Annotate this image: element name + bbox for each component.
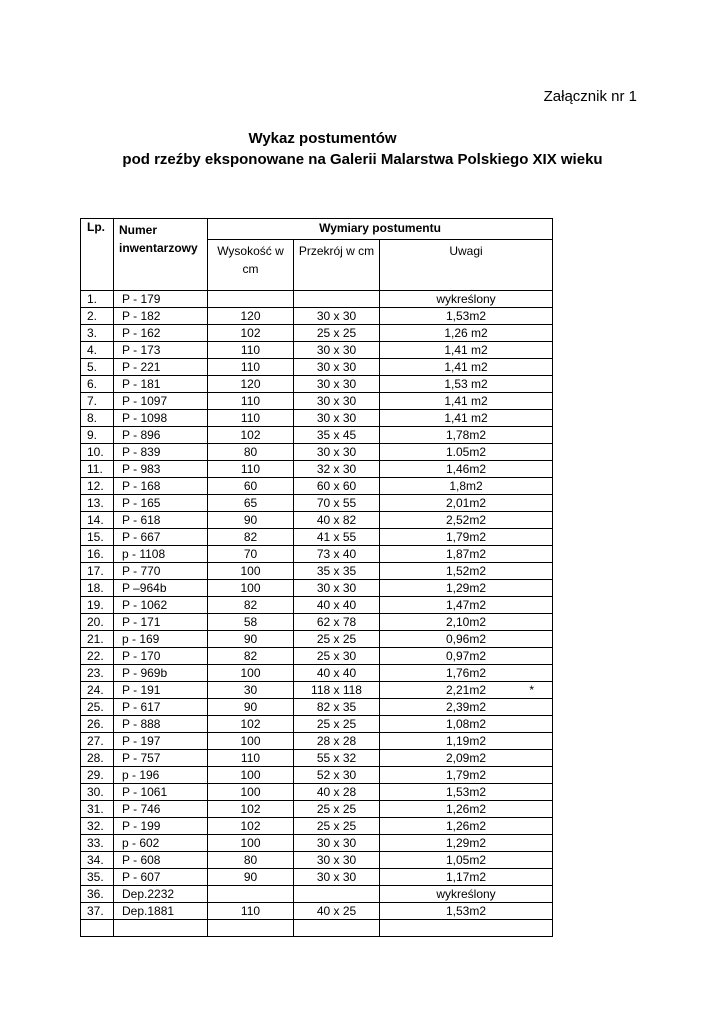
row-height: 110 bbox=[208, 903, 294, 920]
row-inventory-number: P - 607 bbox=[114, 869, 208, 886]
row-notes-text: 1,26m2 bbox=[445, 819, 487, 833]
row-cross-section: 28 x 28 bbox=[294, 733, 380, 750]
table-row bbox=[81, 393, 553, 410]
row-inventory-number: P - 197 bbox=[114, 733, 208, 750]
row-height: 110 bbox=[208, 461, 294, 478]
row-lp: 9. bbox=[81, 427, 114, 444]
row-height: 100 bbox=[208, 665, 294, 682]
annex-label: Załącznik nr 1 bbox=[543, 88, 637, 105]
table-row bbox=[81, 869, 553, 886]
row-notes bbox=[380, 478, 553, 495]
row-height: 90 bbox=[208, 699, 294, 716]
row-cross-section: 40 x 82 bbox=[294, 512, 380, 529]
row-notes-text: 2,21m2 bbox=[445, 683, 487, 697]
table-row bbox=[81, 699, 553, 716]
row-notes-text: 0,96m2 bbox=[445, 632, 487, 646]
row-mark: * bbox=[529, 683, 534, 697]
row-notes bbox=[380, 631, 553, 648]
row-notes-text: 2,39m2 bbox=[445, 700, 487, 714]
row-inventory-number: P - 617 bbox=[114, 699, 208, 716]
row-cross-section: 62 x 78 bbox=[294, 614, 380, 631]
row-inventory-number: Dep.1881 bbox=[114, 903, 208, 920]
row-cross-section: 52 x 30 bbox=[294, 767, 380, 784]
row-inventory-number: P - 1062 bbox=[114, 597, 208, 614]
row-height: 102 bbox=[208, 801, 294, 818]
row-notes-text: 1,19m2 bbox=[445, 734, 487, 748]
row-cross-section: 40 x 25 bbox=[294, 903, 380, 920]
table-row bbox=[81, 444, 553, 461]
row-notes bbox=[380, 444, 553, 461]
row-notes bbox=[380, 920, 553, 937]
row-lp: 23. bbox=[81, 665, 114, 682]
row-lp: 32. bbox=[81, 818, 114, 835]
row-inventory-number: P - 182 bbox=[114, 308, 208, 325]
row-lp: 17. bbox=[81, 563, 114, 580]
row-cross-section: 30 x 30 bbox=[294, 580, 380, 597]
table-row bbox=[81, 682, 553, 699]
row-height: 90 bbox=[208, 631, 294, 648]
table-row bbox=[81, 376, 553, 393]
row-notes bbox=[380, 716, 553, 733]
row-notes bbox=[380, 529, 553, 546]
row-inventory-number: P - 191 bbox=[114, 682, 208, 699]
row-notes-text: 1,53m2 bbox=[445, 785, 487, 799]
row-notes bbox=[380, 665, 553, 682]
row-lp: 25. bbox=[81, 699, 114, 716]
row-inventory-number: p - 169 bbox=[114, 631, 208, 648]
row-notes-text: wykreślony bbox=[436, 292, 496, 306]
row-height bbox=[208, 886, 294, 903]
row-lp: 28. bbox=[81, 750, 114, 767]
table-row bbox=[81, 801, 553, 818]
row-cross-section: 40 x 40 bbox=[294, 665, 380, 682]
row-cross-section: 25 x 25 bbox=[294, 801, 380, 818]
row-height: 110 bbox=[208, 342, 294, 359]
row-lp: 2. bbox=[81, 308, 114, 325]
row-notes bbox=[380, 291, 553, 308]
row-height: 60 bbox=[208, 478, 294, 495]
row-notes-text: 1,29m2 bbox=[445, 581, 487, 595]
row-notes-text: 1,53m2 bbox=[445, 309, 487, 323]
row-height: 80 bbox=[208, 852, 294, 869]
row-notes bbox=[380, 325, 553, 342]
row-inventory-number: P - 608 bbox=[114, 852, 208, 869]
table-row bbox=[81, 410, 553, 427]
row-notes-text: 2,10m2 bbox=[445, 615, 487, 629]
row-notes bbox=[380, 886, 553, 903]
row-cross-section bbox=[294, 920, 380, 937]
row-notes-text: 1.05m2 bbox=[445, 445, 487, 459]
row-inventory-number: P - 888 bbox=[114, 716, 208, 733]
table-row bbox=[81, 427, 553, 444]
table-row bbox=[81, 767, 553, 784]
row-cross-section: 30 x 30 bbox=[294, 342, 380, 359]
header-uwagi: Uwagi bbox=[380, 240, 553, 291]
row-height: 70 bbox=[208, 546, 294, 563]
row-notes-text: 1,41 m2 bbox=[444, 394, 488, 408]
row-lp: 3. bbox=[81, 325, 114, 342]
row-notes-text: 1,08m2 bbox=[445, 717, 487, 731]
row-notes-text: 1,47m2 bbox=[445, 598, 487, 612]
row-lp bbox=[81, 920, 114, 937]
row-height: 100 bbox=[208, 733, 294, 750]
row-lp: 11. bbox=[81, 461, 114, 478]
row-notes bbox=[380, 393, 553, 410]
page-subtitle: pod rzeźby eksponowane na Galerii Malarstwa Polskiego XIX wieku bbox=[122, 151, 603, 168]
row-notes-text: 1,78m2 bbox=[445, 428, 487, 442]
row-cross-section: 118 x 118 bbox=[294, 682, 380, 699]
row-notes bbox=[380, 546, 553, 563]
row-inventory-number: P - 165 bbox=[114, 495, 208, 512]
row-height: 82 bbox=[208, 597, 294, 614]
table-row bbox=[81, 529, 553, 546]
row-cross-section: 40 x 40 bbox=[294, 597, 380, 614]
table-row bbox=[81, 359, 553, 376]
row-notes bbox=[380, 359, 553, 376]
row-inventory-number: P - 983 bbox=[114, 461, 208, 478]
row-notes-text: 0,97m2 bbox=[445, 649, 487, 663]
table-row bbox=[81, 325, 553, 342]
row-lp: 31. bbox=[81, 801, 114, 818]
row-height: 65 bbox=[208, 495, 294, 512]
row-cross-section: 25 x 25 bbox=[294, 325, 380, 342]
row-cross-section: 30 x 30 bbox=[294, 376, 380, 393]
table-row bbox=[81, 631, 553, 648]
table-row bbox=[81, 563, 553, 580]
row-inventory-number: P - 162 bbox=[114, 325, 208, 342]
row-inventory-number: P - 969b bbox=[114, 665, 208, 682]
row-inventory-number: P - 746 bbox=[114, 801, 208, 818]
row-notes bbox=[380, 835, 553, 852]
row-lp: 27. bbox=[81, 733, 114, 750]
row-cross-section bbox=[294, 291, 380, 308]
header-wymiary: Wymiary postumentu bbox=[208, 219, 553, 240]
row-lp: 8. bbox=[81, 410, 114, 427]
row-lp: 1. bbox=[81, 291, 114, 308]
row-height: 80 bbox=[208, 444, 294, 461]
row-inventory-number bbox=[114, 920, 208, 937]
row-cross-section: 30 x 30 bbox=[294, 359, 380, 376]
row-height: 100 bbox=[208, 767, 294, 784]
row-cross-section: 25 x 30 bbox=[294, 648, 380, 665]
row-cross-section: 32 x 30 bbox=[294, 461, 380, 478]
row-height: 110 bbox=[208, 393, 294, 410]
row-notes-text: 1,46m2 bbox=[445, 462, 487, 476]
row-height: 100 bbox=[208, 580, 294, 597]
header-numer: Numer inwentarzowy bbox=[114, 219, 208, 291]
row-notes-text: 1,79m2 bbox=[445, 530, 487, 544]
row-inventory-number: P - 1097 bbox=[114, 393, 208, 410]
table-row bbox=[81, 495, 553, 512]
row-notes-text: 1,76m2 bbox=[445, 666, 487, 680]
row-inventory-number: Dep.2232 bbox=[114, 886, 208, 903]
row-notes-text: 1,52m2 bbox=[445, 564, 487, 578]
row-inventory-number: P - 221 bbox=[114, 359, 208, 376]
row-cross-section: 60 x 60 bbox=[294, 478, 380, 495]
table-row bbox=[81, 818, 553, 835]
row-lp: 37. bbox=[81, 903, 114, 920]
row-height: 100 bbox=[208, 784, 294, 801]
row-notes bbox=[380, 648, 553, 665]
row-cross-section: 70 x 55 bbox=[294, 495, 380, 512]
row-notes bbox=[380, 614, 553, 631]
row-inventory-number: P –964b bbox=[114, 580, 208, 597]
row-lp: 26. bbox=[81, 716, 114, 733]
row-notes-text: 1,29m2 bbox=[445, 836, 487, 850]
table-row bbox=[81, 750, 553, 767]
row-cross-section: 25 x 25 bbox=[294, 716, 380, 733]
row-notes bbox=[380, 376, 553, 393]
row-lp: 6. bbox=[81, 376, 114, 393]
row-lp: 15. bbox=[81, 529, 114, 546]
table-row bbox=[81, 478, 553, 495]
table-row bbox=[81, 852, 553, 869]
row-notes-text: 2,09m2 bbox=[445, 751, 487, 765]
row-cross-section: 30 x 30 bbox=[294, 444, 380, 461]
row-notes bbox=[380, 682, 553, 699]
row-notes-text: 1,26m2 bbox=[445, 802, 487, 816]
row-notes bbox=[380, 597, 553, 614]
row-notes bbox=[380, 852, 553, 869]
row-notes bbox=[380, 461, 553, 478]
row-cross-section: 35 x 45 bbox=[294, 427, 380, 444]
row-notes bbox=[380, 563, 553, 580]
row-cross-section: 30 x 30 bbox=[294, 410, 380, 427]
page-title: Wykaz postumentów bbox=[248, 130, 397, 147]
row-inventory-number: P - 168 bbox=[114, 478, 208, 495]
row-inventory-number: P - 199 bbox=[114, 818, 208, 835]
row-notes-text: 2,01m2 bbox=[445, 496, 487, 510]
table-row bbox=[81, 784, 553, 801]
row-cross-section: 55 x 32 bbox=[294, 750, 380, 767]
table-row bbox=[81, 920, 553, 937]
row-notes-text: 1,53 m2 bbox=[444, 377, 488, 391]
row-notes bbox=[380, 750, 553, 767]
row-notes-text: 1,87m2 bbox=[445, 547, 487, 561]
row-notes bbox=[380, 784, 553, 801]
row-cross-section: 41 x 55 bbox=[294, 529, 380, 546]
header-wysokosc: Wysokość w cm bbox=[208, 240, 294, 291]
row-inventory-number: P - 667 bbox=[114, 529, 208, 546]
row-height: 58 bbox=[208, 614, 294, 631]
row-notes bbox=[380, 733, 553, 750]
row-notes bbox=[380, 869, 553, 886]
row-cross-section: 25 x 25 bbox=[294, 631, 380, 648]
row-lp: 5. bbox=[81, 359, 114, 376]
row-lp: 19. bbox=[81, 597, 114, 614]
row-lp: 30. bbox=[81, 784, 114, 801]
row-lp: 35. bbox=[81, 869, 114, 886]
header-przekroj: Przekrój w cm bbox=[294, 240, 380, 291]
row-height: 82 bbox=[208, 529, 294, 546]
row-notes-text: 1,8m2 bbox=[449, 479, 483, 493]
table-row bbox=[81, 546, 553, 563]
row-lp: 12. bbox=[81, 478, 114, 495]
row-notes bbox=[380, 767, 553, 784]
row-notes bbox=[380, 903, 553, 920]
row-lp: 36. bbox=[81, 886, 114, 903]
row-notes bbox=[380, 410, 553, 427]
row-inventory-number: P - 179 bbox=[114, 291, 208, 308]
table-row bbox=[81, 342, 553, 359]
row-notes bbox=[380, 495, 553, 512]
row-inventory-number: p - 602 bbox=[114, 835, 208, 852]
row-notes bbox=[380, 512, 553, 529]
row-height: 110 bbox=[208, 750, 294, 767]
row-lp: 16. bbox=[81, 546, 114, 563]
table-row bbox=[81, 665, 553, 682]
row-inventory-number: P - 171 bbox=[114, 614, 208, 631]
table-row bbox=[81, 886, 553, 903]
row-notes-text: 1,17m2 bbox=[445, 870, 487, 884]
row-inventory-number: P - 181 bbox=[114, 376, 208, 393]
row-height: 100 bbox=[208, 835, 294, 852]
row-lp: 10. bbox=[81, 444, 114, 461]
table-row bbox=[81, 733, 553, 750]
row-notes-text: 1,26 m2 bbox=[444, 326, 488, 340]
row-inventory-number: P - 770 bbox=[114, 563, 208, 580]
row-height: 120 bbox=[208, 376, 294, 393]
row-height: 90 bbox=[208, 512, 294, 529]
table-row bbox=[81, 903, 553, 920]
row-lp: 18. bbox=[81, 580, 114, 597]
row-inventory-number: P - 1061 bbox=[114, 784, 208, 801]
row-cross-section: 35 x 35 bbox=[294, 563, 380, 580]
row-height bbox=[208, 920, 294, 937]
row-inventory-number: P - 896 bbox=[114, 427, 208, 444]
table-row bbox=[81, 512, 553, 529]
row-height: 110 bbox=[208, 410, 294, 427]
row-lp: 13. bbox=[81, 495, 114, 512]
row-lp: 22. bbox=[81, 648, 114, 665]
row-inventory-number: P - 1098 bbox=[114, 410, 208, 427]
row-notes-text: 1,53m2 bbox=[445, 904, 487, 918]
row-inventory-number: p - 1108 bbox=[114, 546, 208, 563]
table-row bbox=[81, 648, 553, 665]
row-cross-section: 30 x 30 bbox=[294, 869, 380, 886]
row-cross-section: 30 x 30 bbox=[294, 852, 380, 869]
row-notes bbox=[380, 342, 553, 359]
row-lp: 29. bbox=[81, 767, 114, 784]
row-inventory-number: P - 170 bbox=[114, 648, 208, 665]
table-row bbox=[81, 716, 553, 733]
pedestal-table bbox=[80, 218, 553, 937]
row-notes bbox=[380, 580, 553, 597]
row-height: 102 bbox=[208, 427, 294, 444]
row-height: 110 bbox=[208, 359, 294, 376]
row-cross-section: 82 x 35 bbox=[294, 699, 380, 716]
row-notes-text: wykreślony bbox=[436, 887, 496, 901]
table-row bbox=[81, 291, 553, 308]
table-row bbox=[81, 835, 553, 852]
table-row bbox=[81, 308, 553, 325]
row-notes bbox=[380, 801, 553, 818]
row-height: 100 bbox=[208, 563, 294, 580]
header-lp: Lp. bbox=[81, 219, 114, 291]
row-notes-text: 2,52m2 bbox=[445, 513, 487, 527]
row-notes-text: 1,41 m2 bbox=[444, 411, 488, 425]
row-inventory-number: P - 618 bbox=[114, 512, 208, 529]
row-cross-section: 30 x 30 bbox=[294, 393, 380, 410]
row-height: 82 bbox=[208, 648, 294, 665]
row-notes-text: 1,79m2 bbox=[445, 768, 487, 782]
row-lp: 34. bbox=[81, 852, 114, 869]
table-row bbox=[81, 614, 553, 631]
row-notes bbox=[380, 308, 553, 325]
row-cross-section: 30 x 30 bbox=[294, 835, 380, 852]
row-cross-section: 30 x 30 bbox=[294, 308, 380, 325]
row-cross-section bbox=[294, 886, 380, 903]
row-notes-text: 1,41 m2 bbox=[444, 343, 488, 357]
row-inventory-number: P - 173 bbox=[114, 342, 208, 359]
table-row bbox=[81, 580, 553, 597]
row-height: 102 bbox=[208, 325, 294, 342]
row-height bbox=[208, 291, 294, 308]
row-lp: 7. bbox=[81, 393, 114, 410]
row-notes bbox=[380, 818, 553, 835]
row-inventory-number: P - 757 bbox=[114, 750, 208, 767]
row-notes-text: 1,05m2 bbox=[445, 853, 487, 867]
row-inventory-number: p - 196 bbox=[114, 767, 208, 784]
row-notes bbox=[380, 427, 553, 444]
row-notes bbox=[380, 699, 553, 716]
row-cross-section: 40 x 28 bbox=[294, 784, 380, 801]
row-lp: 24. bbox=[81, 682, 114, 699]
table-row bbox=[81, 597, 553, 614]
row-lp: 4. bbox=[81, 342, 114, 359]
row-cross-section: 73 x 40 bbox=[294, 546, 380, 563]
row-lp: 14. bbox=[81, 512, 114, 529]
row-cross-section: 25 x 25 bbox=[294, 818, 380, 835]
row-height: 30 bbox=[208, 682, 294, 699]
row-height: 102 bbox=[208, 818, 294, 835]
row-inventory-number: P - 839 bbox=[114, 444, 208, 461]
row-lp: 21. bbox=[81, 631, 114, 648]
row-height: 120 bbox=[208, 308, 294, 325]
row-height: 90 bbox=[208, 869, 294, 886]
row-height: 102 bbox=[208, 716, 294, 733]
row-lp: 33. bbox=[81, 835, 114, 852]
table-row bbox=[81, 461, 553, 478]
row-lp: 20. bbox=[81, 614, 114, 631]
row-notes-text: 1,41 m2 bbox=[444, 360, 488, 374]
